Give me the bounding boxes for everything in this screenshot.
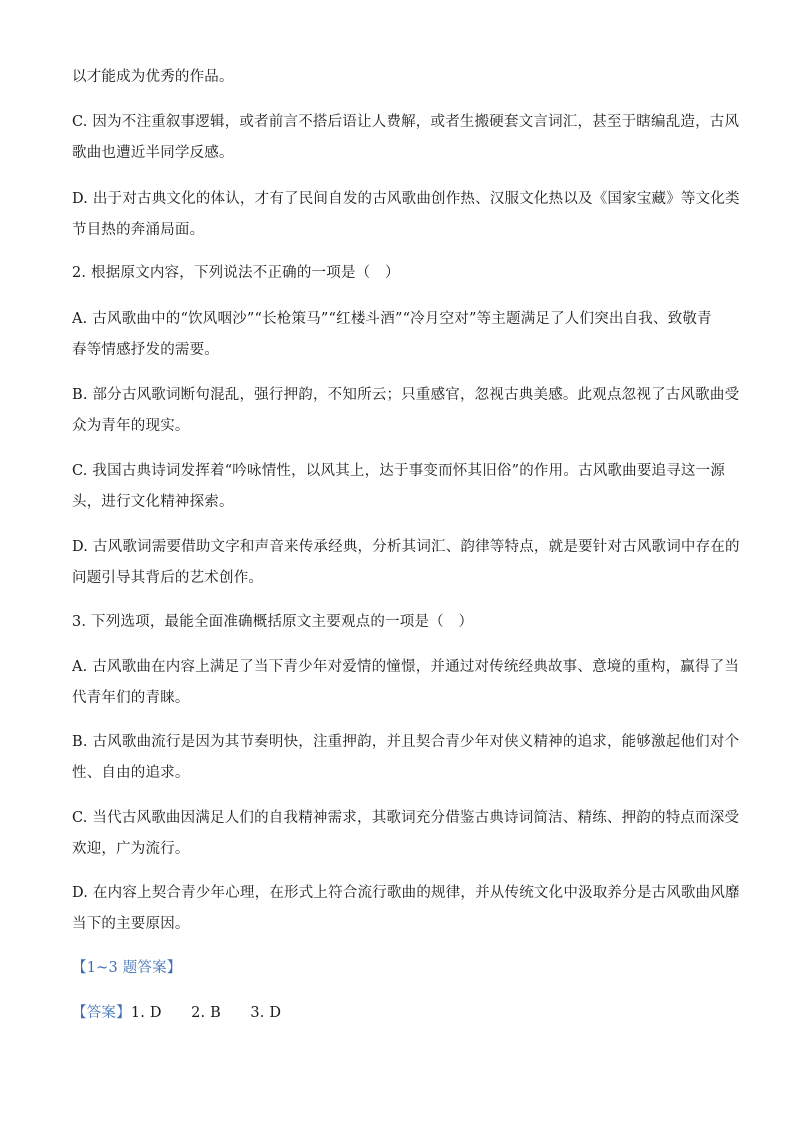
text-line: 春等情感抒发的需要。 bbox=[72, 342, 219, 358]
option-a-line: A. 古风歌曲中的“饮风咽沙”“长枪策马”“红楼斗酒”“冷月空对”等主题满足了人们突出自我、致敬青 bbox=[72, 311, 712, 327]
text-line: 以才能成为优秀的作品。 bbox=[72, 69, 234, 85]
text-line: 歌曲也遭近半同学反感。 bbox=[72, 145, 234, 161]
option-d-line: D. 出于对古典文化的体认，才有了民间自发的古风歌曲创作热、汉服文化热以及《国家宝藏》等文化类 bbox=[72, 191, 740, 207]
option-a-line: A. 古风歌曲在内容上满足了当下青少年对爱情的憧憬，并通过对传统经典故事、意境的重构，赢得了当 bbox=[72, 659, 740, 675]
text-line: 节目热的奔涌局面。 bbox=[72, 222, 205, 238]
option-c-line: C. 因为不注重叙事逻辑，或者前言不搭后语让人费解，或者生搬硬套文言词汇，甚至于瞎编乱造，古风 bbox=[72, 114, 740, 130]
answer-values: 1. D 2. B 3. D bbox=[130, 1005, 282, 1021]
answer-heading: 【1~3 题答案】 bbox=[72, 960, 182, 976]
text-line: 头，进行文化精神探索。 bbox=[72, 494, 234, 510]
answer-line bbox=[72, 994, 726, 1032]
question-2-stem: 2. 根据原文内容，下列说法不正确的一项是（ ） bbox=[72, 265, 400, 281]
option-b-line: B. 古风歌曲流行是因为其节奏明快，注重押韵，并且契合青少年对侠义精神的追求，能够激起他们对个 bbox=[72, 734, 740, 750]
option-d-line: D. 在内容上契合青少年心理，在形式上符合流行歌曲的规律，并从传统文化中汲取养分是古风歌曲风靡 bbox=[72, 885, 740, 901]
option-c-line: C. 我国古典诗词发挥着“吟咏情性，以风其上，达于事变而怀其旧俗”的作用。古风歌曲要追寻这一源 bbox=[72, 463, 726, 479]
option-b-line: B. 部分古风歌词断句混乱，强行押韵，不知所云；只重感官，忽视古典美感。此观点忽视了古风歌曲受 bbox=[72, 387, 740, 403]
text-line: 问题引导其背后的艺术创作。 bbox=[72, 570, 264, 586]
text-line: 欢迎，广为流行。 bbox=[72, 841, 190, 857]
option-d-line: D. 古风歌词需要借助文字和声音来传承经典，分析其词汇、韵律等特点，就是要针对古风歌词中存在的 bbox=[72, 539, 740, 555]
text-line: 代青年们的青睐。 bbox=[72, 690, 190, 706]
text-line: 众为青年的现实。 bbox=[72, 418, 190, 434]
option-c-line: C. 当代古风歌曲因满足人们的自我精神需求，其歌词充分借鉴古典诗词简洁、精练、押韵的特点而深受 bbox=[72, 810, 740, 826]
text-line: 当下的主要原因。 bbox=[72, 916, 190, 932]
question-3-stem: 3. 下列选项，最能全面准确概括原文主要观点的一项是（ ） bbox=[72, 614, 474, 630]
text-line: 性、自由的追求。 bbox=[72, 765, 190, 781]
answer-label: 【答案】 bbox=[72, 1005, 131, 1021]
